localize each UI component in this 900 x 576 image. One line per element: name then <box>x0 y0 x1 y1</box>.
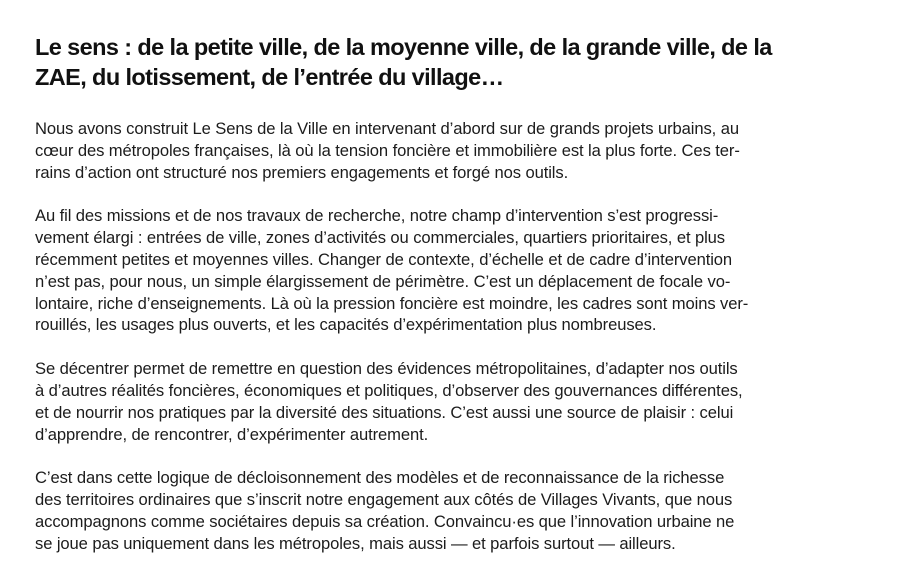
text-line: Se décentrer permet de remettre en question des évidences métropolitaines, d’adapter nos outils <box>35 359 738 379</box>
text-line: C’est dans cette logique de décloisonnement des modèles et de reconnaissance de la richesse <box>35 468 725 488</box>
paragraph-1 <box>35 118 864 183</box>
text-line: Nous avons construit Le Sens de la Ville en intervenant d’abord sur de grands projets urbains, au <box>35 119 739 138</box>
text-line: et de nourrir nos pratiques par la diversité des situations. C’est aussi une source de plaisir : celui <box>35 402 734 422</box>
text-line: à d’autres réalités foncières, économiques et politiques, d’observer des gouvernances différentes, <box>35 380 743 400</box>
title-line: Le sens : de la petite ville, de la moyenne ville, de la grande ville, de la <box>35 34 772 60</box>
text-line: accompagnons comme sociétaires depuis sa création. Convaincu·es que l’innovation urbaine ne <box>35 511 735 531</box>
text-line: rains d’action ont structuré nos premiers engagements et forgé nos outils. <box>35 162 569 182</box>
text-line: vement élargi : entrées de ville, zones d’activités ou commerciales, quartiers prioritaires, et plus <box>35 228 726 248</box>
page-title <box>35 32 864 92</box>
text-line: se joue pas uniquement dans les métropoles, mais aussi — et parfois surtout — ailleurs. <box>35 533 676 553</box>
text-line: lontaire, riche d’enseignements. Là où la pression foncière est moindre, les cadres sont moins ver- <box>35 293 749 313</box>
paragraph-3 <box>35 358 864 445</box>
title-line: ZAE, du lotissement, de l’entrée du village… <box>35 64 504 90</box>
text-line: d’apprendre, de rencontrer, d’expérimenter autrement. <box>35 424 429 444</box>
text-line: Au fil des missions et de nos travaux de recherche, notre champ d’intervention s’est progressi- <box>35 206 719 226</box>
text-line: récemment petites et moyennes villes. Changer de contexte, d’échelle et de cadre d’intervention <box>35 249 733 269</box>
paragraph-2 <box>35 205 864 336</box>
text-line: cœur des métropoles françaises, là où la tension foncière et immobilière est la plus forte. Ces ter- <box>35 140 740 160</box>
text-line: rouillés, les usages plus ouverts, et les capacités d’expérimentation plus nombreuses. <box>35 315 657 335</box>
text-line: des territoires ordinaires que s’inscrit notre engagement aux côtés de Villages Vivants, que nous <box>35 490 733 510</box>
paragraph-4 <box>35 467 864 554</box>
text-line: n’est pas, pour nous, un simple élargissement de périmètre. C’est un déplacement de focale vo- <box>35 271 731 291</box>
